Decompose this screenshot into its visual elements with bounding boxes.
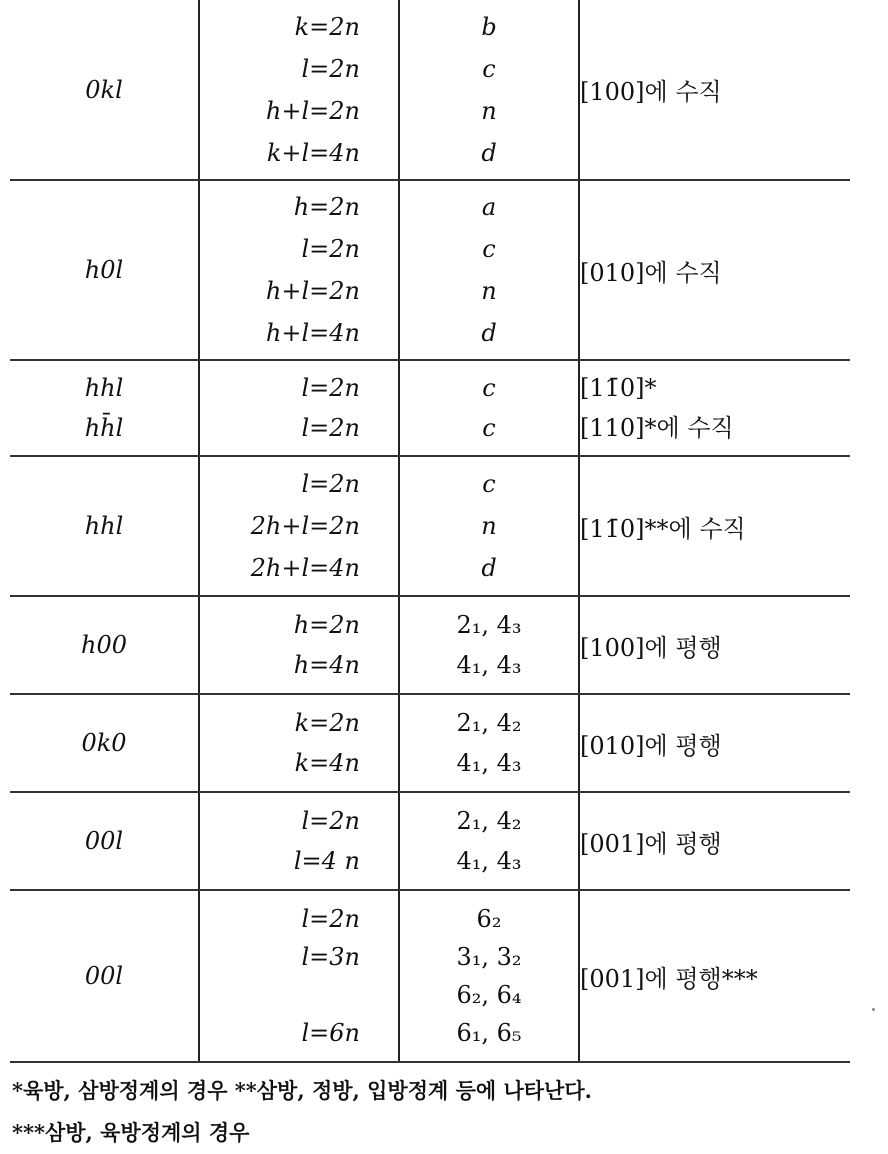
orientation-text: [001]에 평행 xyxy=(580,829,722,858)
symmetry-symbol: d xyxy=(481,319,497,347)
symbol-list xyxy=(400,368,578,448)
orientation-text: [11̄0]**에 수직 xyxy=(580,514,746,543)
symbol-list xyxy=(400,801,578,881)
condition-list xyxy=(200,463,398,589)
orientation-text: [010]에 평행 xyxy=(580,731,722,760)
reflection-cell: h00 xyxy=(10,596,199,694)
condition: l=2n xyxy=(301,470,360,498)
symmetry-symbol: c xyxy=(482,54,496,83)
condition-list xyxy=(200,6,398,174)
symmetry-symbol: 4₁, 4₃ xyxy=(456,651,522,679)
condition: h=4n xyxy=(293,651,360,679)
footnote: ***삼방, 육방정계의 경우 xyxy=(12,1120,250,1145)
symmetry-symbol: c xyxy=(482,374,496,402)
extinction-table xyxy=(10,0,850,1063)
orientation-cell xyxy=(579,890,850,1062)
orientation-text: [11̄0]* xyxy=(580,374,657,402)
condition: k=2n xyxy=(294,12,360,41)
condition: l=2n xyxy=(301,807,360,835)
condition: h=2n xyxy=(293,611,360,639)
orientation-text: [100]에 평행 xyxy=(580,633,722,662)
symmetry-symbol: n xyxy=(481,277,497,305)
condition: l=4 n xyxy=(293,847,360,875)
condition: k=4n xyxy=(294,749,360,777)
reflection-cell: 00l xyxy=(10,890,199,1062)
symbol-list xyxy=(400,186,578,354)
symmetry-symbol: 2₁, 4₃ xyxy=(456,611,522,639)
symmetry-symbol: c xyxy=(482,235,496,263)
condition: h=2n xyxy=(293,193,360,221)
symbol-list xyxy=(400,703,578,783)
symmetry-symbol: 6₁, 6₅ xyxy=(456,1019,522,1047)
table-row xyxy=(10,596,850,694)
reflection-cell: 00l xyxy=(10,792,199,890)
table-row xyxy=(10,694,850,792)
symmetry-symbol: c xyxy=(482,414,496,442)
condition-list xyxy=(200,801,398,881)
footnotes xyxy=(12,1070,872,1154)
stray-dot xyxy=(872,1008,875,1011)
symmetry-symbol: c xyxy=(482,470,496,498)
orientation-cell xyxy=(579,180,850,360)
reflection-cell xyxy=(10,360,199,456)
condition xyxy=(200,976,398,1014)
footnote: *육방, 삼방정계의 경우 **삼방, 정방, 입방정계 등에 나타난다. xyxy=(12,1078,592,1103)
symmetry-symbol: n xyxy=(481,512,497,540)
condition: l=6n xyxy=(301,1019,360,1047)
condition: l=2n xyxy=(301,54,360,83)
orientation-cell xyxy=(579,596,850,694)
table-row xyxy=(10,890,850,1062)
symbol-list xyxy=(400,605,578,685)
condition: l=3n xyxy=(301,943,360,971)
table-row xyxy=(10,0,850,180)
condition: l=2n xyxy=(301,235,360,263)
reflection-cell: h0l xyxy=(10,180,199,360)
table-row xyxy=(10,456,850,596)
condition: l=2n xyxy=(301,414,360,442)
orientation-cell xyxy=(579,456,850,596)
reflection-cell: 0k0 xyxy=(10,694,199,792)
symmetry-symbol: n xyxy=(481,96,497,125)
symmetry-symbol: d xyxy=(481,138,497,167)
symmetry-symbol: 2₁, 4₂ xyxy=(456,709,522,737)
symbol-list xyxy=(400,6,578,174)
symmetry-symbol: 4₁, 4₃ xyxy=(456,749,522,777)
condition-list xyxy=(200,186,398,354)
orientation-text: [001]에 평행*** xyxy=(580,964,758,993)
condition-list xyxy=(200,605,398,685)
orientation-text: [010]에 수직 xyxy=(580,258,722,287)
condition: 2h+l=4n xyxy=(250,554,360,582)
symmetry-symbol: 6₂ xyxy=(476,905,502,933)
reflection-cell: hhl xyxy=(10,456,199,596)
condition-list xyxy=(200,368,398,448)
reflection-line: hh̄l xyxy=(84,414,124,442)
reflection-cell: 0kl xyxy=(10,0,199,180)
symmetry-symbol: a xyxy=(481,193,497,221)
condition-list xyxy=(200,900,398,1052)
symmetry-symbol: 4₁, 4₃ xyxy=(456,847,522,875)
condition: 2h+l=2n xyxy=(250,512,360,540)
orientation-text: [100]에 수직 xyxy=(580,78,722,106)
condition-list xyxy=(200,703,398,783)
reflection-line: hhl xyxy=(84,374,124,402)
condition: h+l=4n xyxy=(265,319,360,347)
orientation-cell xyxy=(579,792,850,890)
condition: k=2n xyxy=(294,709,360,737)
orientation-cell xyxy=(579,0,850,180)
symbol-list xyxy=(400,463,578,589)
condition: h+l=2n xyxy=(265,96,360,125)
condition: l=2n xyxy=(301,374,360,402)
symbol-list xyxy=(400,900,578,1052)
symmetry-symbol: d xyxy=(481,554,497,582)
symmetry-symbol: 6₂, 6₄ xyxy=(456,981,522,1009)
orientation-cell xyxy=(579,694,850,792)
symmetry-symbol: 3₁, 3₂ xyxy=(456,943,522,971)
condition: l=2n xyxy=(301,905,360,933)
symmetry-symbol: 2₁, 4₂ xyxy=(456,807,522,835)
symmetry-symbol: b xyxy=(481,12,497,41)
condition: h+l=2n xyxy=(265,277,360,305)
orientation-text: [110]*에 수직 xyxy=(580,414,734,442)
table-row xyxy=(10,360,850,456)
table-row xyxy=(10,792,850,890)
orientation-cell xyxy=(579,360,850,456)
table-row xyxy=(10,180,850,360)
condition: k+l=4n xyxy=(266,138,360,167)
